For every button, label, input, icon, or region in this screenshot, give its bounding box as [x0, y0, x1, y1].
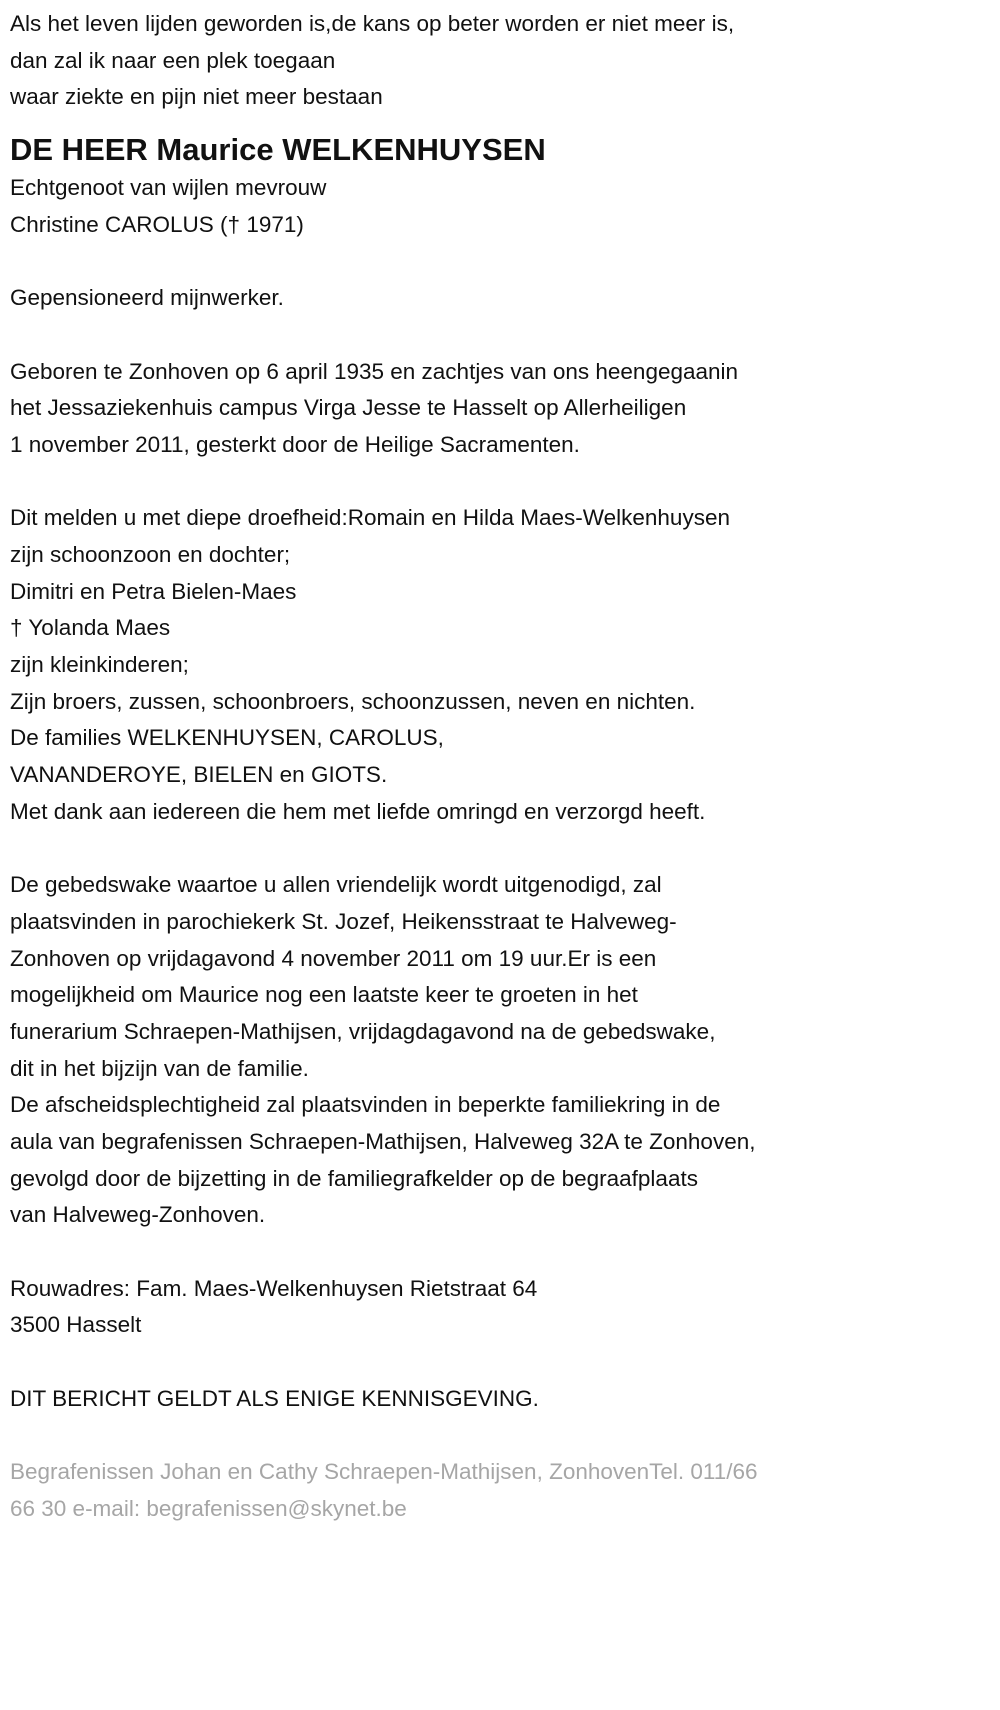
- birth-death-line: Geboren te Zonhoven op 6 april 1935 en zachtjes van ons heengegaanin: [10, 358, 739, 384]
- notice: DIT BERICHT GELDT ALS ENIGE KENNISGEVING.: [10, 1385, 539, 1411]
- footer-line: 66 30 e-mail: begrafenissen@skynet.be: [10, 1495, 407, 1521]
- ceremony-line: De afscheidsplechtigheid zal plaatsvinden in beperkte familiekring in de: [10, 1092, 721, 1118]
- ceremony-line: mogelijkheid om Maurice nog een laatste keer te groeten in het: [10, 982, 638, 1008]
- family: [10, 500, 1000, 830]
- ceremony-line: De gebedswake waartoe u allen vriendelijk wordt uitgenodigd, zal: [10, 872, 662, 898]
- footer-line: Begrafenissen Johan en Cathy Schraepen-Mathijsen, ZonhovenTel. 011/66: [10, 1459, 758, 1485]
- ceremony: [10, 867, 1000, 1234]
- birth-death-line: het Jessaziekenhuis campus Virga Jesse te Hasselt op Allerheiligen: [10, 395, 687, 421]
- family-line: VANANDEROYE, BIELEN en GIOTS.: [10, 762, 388, 788]
- family-line: De families WELKENHUYSEN, CAROLUS,: [10, 725, 444, 751]
- mourning-address: [10, 1271, 1000, 1344]
- poem-line: Als het leven lijden geworden is,de kans op beter worden er niet meer is,: [10, 11, 735, 36]
- deceased-name: DE HEER Maurice WELKENHUYSEN: [10, 132, 546, 168]
- ceremony-line: dit in het bijzijn van de familie.: [10, 1055, 309, 1081]
- ceremony-line: plaatsvinden in parochiekerk St. Jozef, Heikensstraat te Halveweg-: [10, 908, 677, 934]
- ceremony-line: van Halveweg-Zonhoven.: [10, 1202, 266, 1228]
- poem-line: dan zal ik naar een plek toegaan: [10, 47, 336, 73]
- address-line: Rouwadres: Fam. Maes-Welkenhuysen Rietstraat 64: [10, 1275, 538, 1301]
- ceremony-line: aula van begrafenissen Schraepen-Mathijsen, Halveweg 32A te Zonhoven,: [10, 1128, 756, 1154]
- ceremony-line: funerarium Schraepen-Mathijsen, vrijdagdagavond na de gebedswake,: [10, 1018, 716, 1044]
- family-line: Dimitri en Petra Bielen-Maes: [10, 578, 297, 604]
- family-line: Dit melden u met diepe droefheid:Romain en Hilda Maes-Welkenhuysen: [10, 505, 730, 531]
- ceremony-line: gevolgd door de bijzetting in de familiegrafkelder op de begraafplaats: [10, 1165, 698, 1191]
- poem: [10, 6, 1000, 116]
- spouse-line: Christine CAROLUS († 1971): [10, 211, 304, 237]
- family-line: Zijn broers, zussen, schoonbroers, schoonzussen, neven en nichten.: [10, 688, 696, 714]
- occupation: Gepensioneerd mijnwerker.: [10, 285, 284, 311]
- family-line: Met dank aan iedereen die hem met liefde omringd en verzorgd heeft.: [10, 798, 706, 824]
- birth-death-line: 1 november 2011, gesterkt door de Heilige Sacramenten.: [10, 431, 580, 457]
- family-line: zijn kleinkinderen;: [10, 652, 189, 677]
- funeral-home-footer: [10, 1454, 1000, 1527]
- birth-death: [10, 354, 1000, 464]
- poem-line: waar ziekte en pijn niet meer bestaan: [10, 84, 383, 110]
- address-line: 3500 Hasselt: [10, 1312, 142, 1338]
- ceremony-line: Zonhoven op vrijdagavond 4 november 2011 om 19 uur.Er is een: [10, 945, 657, 971]
- family-line: zijn schoonzoon en dochter;: [10, 541, 291, 567]
- spouse-info: [10, 170, 1000, 243]
- family-line: † Yolanda Maes: [10, 615, 171, 641]
- spouse-line: Echtgenoot van wijlen mevrouw: [10, 175, 327, 201]
